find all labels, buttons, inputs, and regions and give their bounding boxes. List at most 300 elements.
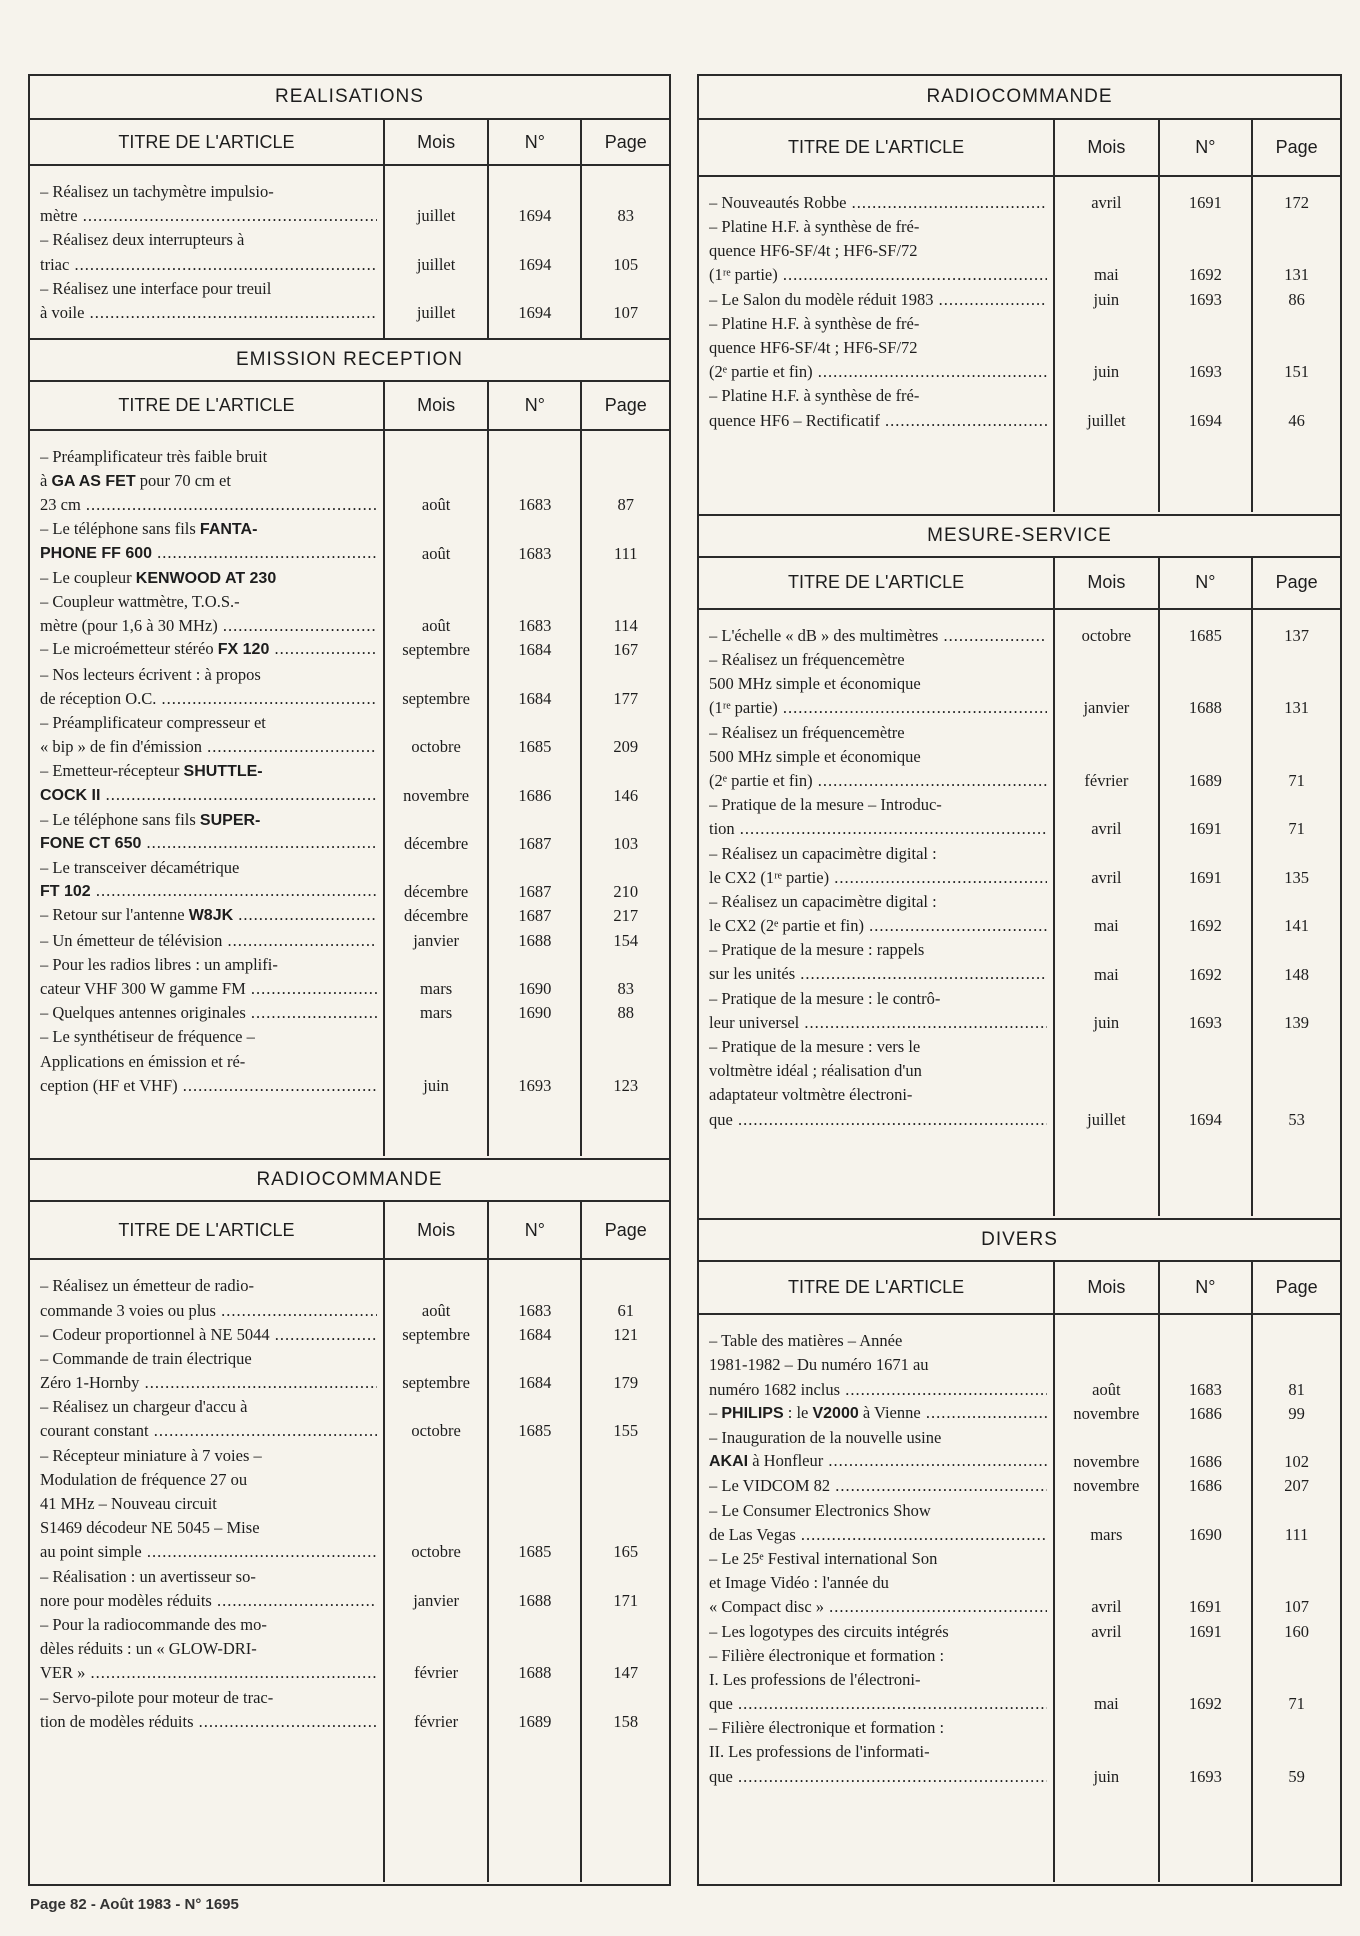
- article-number: [1166, 312, 1246, 336]
- article-month: [1061, 1644, 1151, 1668]
- article-title-line: – Préamplificateur très faible bruit: [40, 446, 268, 466]
- article-page: [1259, 1740, 1334, 1764]
- article-month: février: [414, 1711, 459, 1731]
- article-title-line: – Réalisez un tachymètre impulsio-: [40, 182, 274, 201]
- article-number: [495, 228, 574, 252]
- article-number: [1166, 1740, 1246, 1764]
- article-number: [1166, 1716, 1246, 1740]
- table-header-row: [30, 120, 669, 165]
- article-table: [699, 1262, 1340, 1882]
- article-title-line: FT 102 .....: [40, 880, 377, 904]
- article-title-line: – Réalisez un émetteur de radio-: [40, 1276, 254, 1296]
- article-month: février: [1084, 771, 1129, 790]
- months-cell: [1054, 176, 1158, 512]
- col-number-header: N°: [1159, 120, 1253, 176]
- article-table: [699, 558, 1340, 1216]
- article-page: 210: [613, 882, 639, 902]
- article-number: [495, 1444, 574, 1468]
- article-page: [1259, 987, 1334, 1011]
- article-number: 1685: [518, 1542, 552, 1562]
- col-number-header: N°: [488, 382, 581, 430]
- col-number-header: N°: [1159, 558, 1253, 609]
- article-number: [1166, 745, 1246, 769]
- article-number: 1690: [518, 1003, 552, 1023]
- article-month: [1061, 987, 1151, 1011]
- article-page: 158: [613, 1711, 639, 1731]
- article-page: [588, 1565, 663, 1589]
- numbers-cell: [1159, 609, 1253, 1216]
- article-number: [1166, 1499, 1246, 1523]
- article-title-line: (2ᵉ partie et fin) .....: [709, 360, 1047, 384]
- titles-cell: [699, 1314, 1054, 1882]
- article-page: [1259, 1644, 1334, 1668]
- article-month: [1061, 1547, 1151, 1571]
- col-title-header: TITRE DE L'ARTICLE: [699, 1262, 1054, 1314]
- article-number: 1692: [1188, 1694, 1222, 1714]
- article-number: [495, 1025, 574, 1049]
- col-month-header: Mois: [1054, 558, 1158, 609]
- article-number: 1690: [518, 979, 552, 999]
- article-month: avril: [1091, 867, 1122, 887]
- article-title-line: et Image Vidéo : l'année du: [709, 1573, 889, 1593]
- article-title-line: – Platine H.F. à synthèse de fré-: [709, 313, 920, 333]
- article-number: [1166, 890, 1246, 914]
- article-number: [1166, 938, 1246, 962]
- article-page: [588, 953, 663, 977]
- article-title-line: le CX2 (1ʳᵉ partie) .....: [709, 866, 1047, 890]
- article-title-line: – Pratique de la mesure – Introduc-: [709, 795, 942, 815]
- article-title-line: que .....: [709, 1765, 1047, 1789]
- article-month: août: [421, 543, 451, 563]
- article-month: mars: [1090, 1524, 1123, 1544]
- section-divers: [699, 1218, 1340, 1884]
- article-title-line: – Le coupleur KENWOOD AT 230: [40, 567, 277, 587]
- article-month: [1061, 215, 1151, 239]
- article-number: 1683: [518, 543, 552, 563]
- article-month: octobre: [411, 737, 461, 757]
- article-number: [1166, 1668, 1246, 1692]
- article-title-line: 23 cm .....: [40, 493, 377, 517]
- article-month: [1061, 336, 1151, 360]
- article-month: juillet: [1087, 410, 1126, 430]
- table-header-row: [699, 1262, 1340, 1314]
- article-number: [495, 517, 574, 541]
- article-title-line: mètre (pour 1,6 à 30 MHz) .....: [40, 614, 377, 638]
- article-number: [495, 566, 574, 590]
- article-page: [588, 277, 663, 301]
- article-month: novembre: [1073, 1452, 1140, 1472]
- article-title-line: – Pratique de la mesure : rappels: [709, 940, 925, 960]
- article-number: [1166, 721, 1246, 745]
- article-month: [391, 1516, 481, 1540]
- article-number: 1685: [518, 1421, 552, 1441]
- table-body-row: [30, 1259, 669, 1882]
- article-title-line: 1981-1982 – Du numéro 1671 au: [709, 1355, 929, 1375]
- article-page: [588, 590, 663, 614]
- article-number: [1166, 239, 1246, 263]
- article-page: 46: [1288, 410, 1305, 430]
- article-month: juin: [423, 1075, 449, 1095]
- article-page: 61: [617, 1300, 634, 1320]
- article-month: [1061, 1740, 1151, 1764]
- col-month-header: Mois: [1054, 1262, 1158, 1314]
- article-title-line: – Platine H.F. à synthèse de fré-: [709, 386, 920, 406]
- table-body-row: [30, 430, 669, 1156]
- numbers-cell: [1159, 1314, 1253, 1882]
- article-month: [1061, 745, 1151, 769]
- article-page: 87: [617, 495, 634, 515]
- article-month: [1061, 1668, 1151, 1692]
- article-number: 1689: [518, 1711, 552, 1731]
- article-number: [495, 663, 574, 687]
- article-title-line: (2ᵉ partie et fin) .....: [709, 769, 1047, 793]
- article-title-line: quence HF6 – Rectificatif .....: [709, 409, 1047, 433]
- article-number: [1166, 1329, 1246, 1353]
- article-page: 105: [613, 254, 639, 274]
- article-month: septembre: [402, 640, 470, 660]
- article-number: 1694: [518, 302, 552, 322]
- article-title-line: leur universel .....: [709, 1011, 1047, 1035]
- article-page: [588, 1025, 663, 1049]
- article-month: [391, 180, 481, 204]
- numbers-cell: [1159, 176, 1253, 512]
- article-page: [1259, 1571, 1334, 1595]
- article-month: [391, 1025, 481, 1049]
- article-title-line: – Le Consumer Electronics Show: [709, 1500, 931, 1520]
- article-month: juin: [1093, 362, 1120, 382]
- article-title-line: – Filière électronique et formation :: [709, 1645, 945, 1665]
- article-month: janvier: [413, 1590, 459, 1610]
- article-month: janvier: [1083, 698, 1130, 718]
- article-title-line: – Réalisez un fréquencemètre: [709, 650, 905, 670]
- article-month: [1061, 1426, 1151, 1450]
- section-radiocommande-right: [699, 76, 1340, 514]
- article-title-line: à GA AS FET pour 70 cm et: [40, 471, 231, 491]
- article-number: 1692: [1188, 265, 1222, 285]
- article-number: [1166, 384, 1246, 408]
- article-title-line: Zéro 1-Hornby .....: [40, 1371, 377, 1395]
- article-month: juillet: [416, 206, 456, 226]
- article-month: février: [414, 1663, 459, 1683]
- article-title-line: – Le transceiver décamétrique: [40, 858, 240, 878]
- section-radiocommande-left: [30, 1158, 669, 1884]
- article-page: [1259, 1716, 1334, 1740]
- article-month: [391, 711, 481, 735]
- article-title-line: – Servo-pilote pour moteur de trac-: [40, 1687, 274, 1707]
- section-title: EMISSION RECEPTION: [30, 338, 669, 382]
- article-number: 1687: [518, 882, 552, 902]
- article-number: 1693: [1188, 289, 1222, 309]
- article-month: [391, 1686, 481, 1710]
- article-title-line: – Réalisez deux interrupteurs à: [40, 230, 245, 250]
- article-number: 1686: [1188, 1403, 1222, 1423]
- table-header-row: [699, 120, 1340, 176]
- article-title-line: dèles réduits : un « GLOW-DRI-: [40, 1639, 257, 1659]
- article-number: [1166, 672, 1246, 696]
- article-number: 1684: [518, 640, 552, 660]
- article-month: juin: [1093, 1766, 1120, 1786]
- article-page: [588, 1613, 663, 1637]
- article-page: [1259, 239, 1334, 263]
- article-month: [391, 228, 481, 252]
- titles-cell: [30, 165, 384, 339]
- article-page: 111: [613, 543, 638, 563]
- article-page: 83: [617, 979, 634, 999]
- article-month: août: [1092, 1379, 1121, 1399]
- article-title-line: – Nos lecteurs écrivent : à propos: [40, 664, 261, 684]
- article-number: [1166, 336, 1246, 360]
- section-mesure-service: [699, 514, 1340, 1218]
- col-page-header: Page: [581, 1202, 669, 1259]
- article-month: août: [421, 616, 451, 636]
- article-title-line: ception (HF et VHF) .....: [40, 1074, 377, 1098]
- article-title-line: numéro 1682 inclus .....: [709, 1378, 1047, 1402]
- article-number: [495, 1347, 574, 1371]
- article-title-line: sur les unités .....: [709, 963, 1047, 987]
- article-page: [1259, 1499, 1334, 1523]
- section-title: REALISATIONS: [30, 76, 669, 120]
- titles-cell: [699, 609, 1054, 1216]
- numbers-cell: [488, 165, 581, 339]
- article-title-line: nore pour modèles réduits .....: [40, 1589, 377, 1613]
- article-number: 1694: [518, 254, 552, 274]
- article-page: [588, 1444, 663, 1468]
- article-page: 135: [1284, 867, 1309, 887]
- article-title-line: cateur VHF 300 W gamme FM .....: [40, 977, 377, 1001]
- col-title-header: TITRE DE L'ARTICLE: [30, 382, 384, 430]
- article-month: septembre: [402, 1373, 470, 1393]
- article-page: [588, 1492, 663, 1516]
- article-number: 1694: [1188, 410, 1222, 430]
- article-page: 139: [1284, 1012, 1309, 1032]
- article-page: [1259, 1668, 1334, 1692]
- article-title-line: – Commande de train électrique: [40, 1348, 252, 1368]
- article-month: mars: [420, 1003, 453, 1023]
- article-page: 131: [1284, 265, 1309, 285]
- article-number: 1694: [518, 206, 552, 226]
- article-number: 1683: [1188, 1379, 1222, 1399]
- article-title-line: – Réalisez un capacimètre digital :: [709, 891, 937, 911]
- article-number: 1689: [1188, 771, 1222, 790]
- article-page: [588, 759, 663, 783]
- right-column: [697, 74, 1342, 1886]
- article-month: [391, 1444, 481, 1468]
- article-page: 148: [1284, 964, 1309, 984]
- article-number: [495, 1050, 574, 1074]
- pages-cell: [1252, 609, 1340, 1216]
- article-page: [1259, 842, 1334, 866]
- col-month-header: Mois: [384, 382, 488, 430]
- article-page: [588, 566, 663, 590]
- article-month: [391, 445, 481, 469]
- article-title-line: – Codeur proportionnel à NE 5044 .....: [40, 1323, 377, 1347]
- article-number: 1692: [1188, 916, 1222, 936]
- article-page: [1259, 336, 1334, 360]
- article-title-line: – Platine H.F. à synthèse de fré-: [709, 217, 920, 237]
- article-page: 177: [613, 688, 639, 708]
- article-page: 131: [1284, 698, 1309, 718]
- article-title-line: – Réalisez une interface pour treuil: [40, 278, 272, 298]
- article-page: 103: [613, 833, 639, 853]
- article-number: [495, 808, 574, 832]
- article-number: 1693: [1188, 1012, 1222, 1032]
- page-footer: Page 82 - Août 1983 - N° 1695: [30, 1896, 239, 1913]
- article-page: [1259, 745, 1334, 769]
- article-title-line: – L'échelle « dB » des multimètres .....: [709, 624, 1047, 648]
- article-number: [495, 1613, 574, 1637]
- article-number: [495, 180, 574, 204]
- article-page: [588, 1274, 663, 1298]
- article-page: 207: [1284, 1476, 1309, 1496]
- article-number: 1686: [1188, 1452, 1222, 1472]
- article-month: juillet: [1087, 1109, 1126, 1129]
- article-page: 154: [613, 930, 639, 950]
- article-title-line: – Le téléphone sans fils FANTA-: [40, 519, 258, 539]
- article-number: [495, 856, 574, 880]
- section-title: RADIOCOMMANDE: [699, 76, 1340, 120]
- article-page: 123: [613, 1075, 639, 1095]
- col-page-header: Page: [1252, 1262, 1340, 1314]
- article-title-line: quence HF6-SF/4t ; HF6-SF/72: [709, 241, 918, 261]
- article-page: 71: [1288, 771, 1305, 790]
- article-title-line: voltmètre idéal ; réalisation d'un: [709, 1061, 922, 1081]
- article-month: [1061, 1499, 1151, 1523]
- article-title-line: que .....: [709, 1108, 1047, 1132]
- article-number: [1166, 1035, 1246, 1059]
- article-title-line: – Retour sur l'antenne W8JK .....: [40, 904, 377, 928]
- article-month: [1061, 890, 1151, 914]
- article-title-line: adaptateur voltmètre électroni-: [709, 1085, 913, 1105]
- article-month: juin: [1093, 1012, 1120, 1032]
- article-number: 1694: [1188, 1109, 1222, 1129]
- article-number: [1166, 1644, 1246, 1668]
- article-page: [1259, 648, 1334, 672]
- article-month: [1061, 1035, 1151, 1059]
- article-title-line: I. Les professions de l'électroni-: [709, 1669, 921, 1689]
- article-month: [1061, 384, 1151, 408]
- article-month: [1061, 1716, 1151, 1740]
- article-month: [391, 1613, 481, 1637]
- article-month: [1061, 1571, 1151, 1595]
- article-number: [1166, 793, 1246, 817]
- col-month-header: Mois: [384, 120, 488, 165]
- section-emission-reception: [30, 338, 669, 1158]
- article-number: 1688: [518, 1590, 552, 1610]
- months-cell: [1054, 1314, 1158, 1882]
- article-number: 1683: [518, 616, 552, 636]
- article-title-line: – Table des matières – Année: [709, 1331, 903, 1351]
- months-cell: [384, 430, 488, 1156]
- article-number: [495, 711, 574, 735]
- article-number: [495, 1686, 574, 1710]
- article-number: [495, 1637, 574, 1661]
- article-month: novembre: [1073, 1476, 1140, 1496]
- article-month: [391, 566, 481, 590]
- article-month: [391, 1050, 481, 1074]
- article-title-line: 500 MHz simple et économique: [709, 746, 921, 766]
- article-number: [495, 469, 574, 493]
- table-header-row: [30, 1202, 669, 1259]
- article-page: 71: [1288, 819, 1305, 839]
- article-title-line: commande 3 voies ou plus .....: [40, 1299, 377, 1323]
- article-number: 1691: [1188, 192, 1222, 212]
- article-page: 165: [613, 1542, 639, 1562]
- article-page: [1259, 384, 1334, 408]
- article-month: [391, 1468, 481, 1492]
- article-title-line: – Filière électronique et formation :: [709, 1718, 945, 1738]
- article-page: [588, 1468, 663, 1492]
- section-title: DIVERS: [699, 1218, 1340, 1262]
- col-number-header: N°: [488, 120, 581, 165]
- article-page: [588, 517, 663, 541]
- article-month: novembre: [403, 785, 470, 805]
- article-page: 172: [1284, 192, 1309, 212]
- article-month: août: [421, 495, 451, 515]
- article-number: [1166, 1426, 1246, 1450]
- article-month: [391, 1395, 481, 1419]
- article-month: mars: [420, 979, 453, 999]
- article-month: juin: [1093, 289, 1120, 309]
- article-title-line: – Le synthétiseur de fréquence –: [40, 1027, 255, 1047]
- article-month: [1061, 1353, 1151, 1377]
- article-number: 1685: [518, 737, 552, 757]
- article-page: 146: [613, 785, 639, 805]
- table-body-row: [699, 1314, 1340, 1882]
- article-number: 1691: [1188, 867, 1222, 887]
- article-month: octobre: [411, 1542, 461, 1562]
- pages-cell: [1252, 176, 1340, 512]
- article-page: [1259, 1353, 1334, 1377]
- numbers-cell: [488, 1259, 581, 1882]
- article-month: novembre: [1073, 1403, 1140, 1423]
- article-title-line: quence HF6-SF/4t ; HF6-SF/72: [709, 337, 918, 357]
- article-page: 147: [613, 1663, 639, 1683]
- article-number: 1693: [518, 1075, 552, 1095]
- article-number: 1683: [518, 495, 552, 515]
- section-title: MESURE-SERVICE: [699, 514, 1340, 558]
- article-number: 1684: [518, 1373, 552, 1393]
- article-page: 141: [1284, 916, 1309, 936]
- article-page: 137: [1284, 625, 1309, 645]
- col-title-header: TITRE DE L'ARTICLE: [30, 120, 384, 165]
- article-title-line: Modulation de fréquence 27 ou: [40, 1469, 248, 1489]
- article-month: mai: [1093, 964, 1119, 984]
- article-title-line: PHONE FF 600 .....: [40, 542, 377, 566]
- col-title-header: TITRE DE L'ARTICLE: [699, 558, 1054, 609]
- article-page: [588, 445, 663, 469]
- article-number: [1166, 1571, 1246, 1595]
- article-number: [495, 1468, 574, 1492]
- article-page: 209: [613, 737, 639, 757]
- article-month: [1061, 672, 1151, 696]
- article-month: décembre: [404, 882, 469, 902]
- article-month: décembre: [404, 906, 469, 926]
- article-page: [588, 1516, 663, 1540]
- section-realisations: [30, 76, 669, 338]
- article-title-line: – Récepteur miniature à 7 voies –: [40, 1445, 262, 1465]
- article-page: [1259, 721, 1334, 745]
- article-title-line: – Préamplificateur compresseur et: [40, 712, 266, 732]
- article-month: [1061, 793, 1151, 817]
- article-title-line: S1469 décodeur NE 5045 – Mise: [40, 1518, 260, 1538]
- article-title-line: FONE CT 650 .....: [40, 832, 377, 856]
- article-number: [495, 1516, 574, 1540]
- article-number: [495, 1274, 574, 1298]
- article-number: [1166, 1353, 1246, 1377]
- article-month: [1061, 1329, 1151, 1353]
- article-title-line: – Le 25ᵉ Festival international Son: [709, 1548, 938, 1568]
- article-month: mai: [1093, 1694, 1119, 1714]
